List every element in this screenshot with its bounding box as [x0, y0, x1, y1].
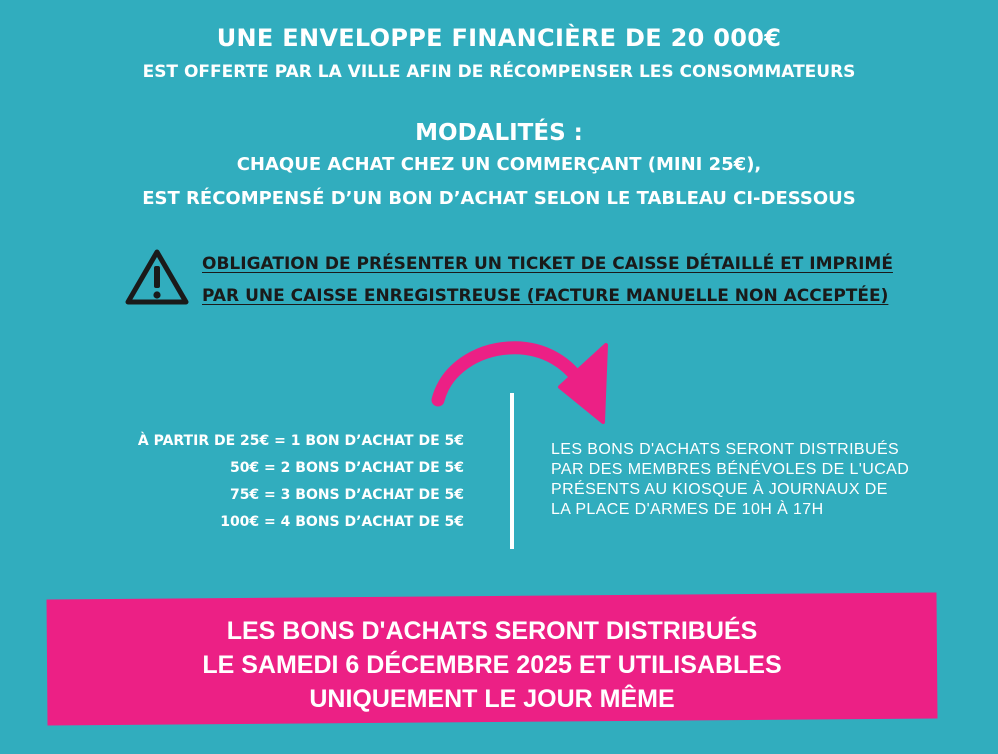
- voucher-tier-list: [138, 428, 464, 536]
- tier-item: À PARTIR DE 25€ = 1 BON D’ACHAT DE 5€: [137, 433, 464, 449]
- date-banner-text: [47, 614, 937, 716]
- banner-line: LE SAMEDI 6 DÉCEMBRE 2025 ET UTILISABLES: [202, 651, 782, 679]
- distribution-info: [551, 440, 909, 520]
- modalites-line-2: EST RÉCOMPENSÉ D’UN BON D’ACHAT SELON LE TABLEAU CI-DESSOUS: [142, 188, 856, 209]
- distribution-line: LA PLACE D'ARMES DE 10H À 17H: [551, 501, 824, 518]
- column-divider: [510, 393, 514, 549]
- banner-line: LES BONS D'ACHATS SERONT DISTRIBUÉS: [226, 617, 758, 645]
- curved-arrow-icon: [420, 330, 620, 440]
- warning-triangle-icon: [124, 248, 190, 306]
- tier-item: 50€ = 2 BONS D’ACHAT DE 5€: [229, 460, 464, 476]
- modalites-line-1: CHAQUE ACHAT CHEZ UN COMMERÇANT (MINI 25€),: [236, 154, 762, 175]
- banner-line: UNIQUEMENT LE JOUR MÊME: [309, 685, 675, 713]
- warning-line-1: OBLIGATION DE PRÉSENTER UN TICKET DE CAISSE DÉTAILLÉ ET IMPRIMÉ: [202, 254, 893, 274]
- distribution-line: PAR DES MEMBRES BÉNÉVOLES DE L'UCAD: [551, 461, 910, 478]
- distribution-line: PRÉSENTS AU KIOSQUE À JOURNAUX DE: [551, 481, 888, 498]
- tier-item: 100€ = 4 BONS D’ACHAT DE 5€: [220, 514, 464, 530]
- warning-line-2: PAR UNE CAISSE ENREGISTREUSE (FACTURE MANUELLE NON ACCEPTÉE): [202, 286, 889, 306]
- offer-subtitle: EST OFFERTE PAR LA VILLE AFIN DE RÉCOMPENSER LES CONSOMMATEURS: [142, 62, 856, 82]
- offer-title: UNE ENVELOPPE FINANCIÈRE DE 20 000€: [216, 24, 782, 52]
- tier-item: 75€ = 3 BONS D’ACHAT DE 5€: [229, 487, 464, 503]
- modalites-heading: MODALITÉS :: [415, 120, 583, 146]
- distribution-line: LES BONS D'ACHATS SERONT DISTRIBUÉS: [551, 441, 900, 458]
